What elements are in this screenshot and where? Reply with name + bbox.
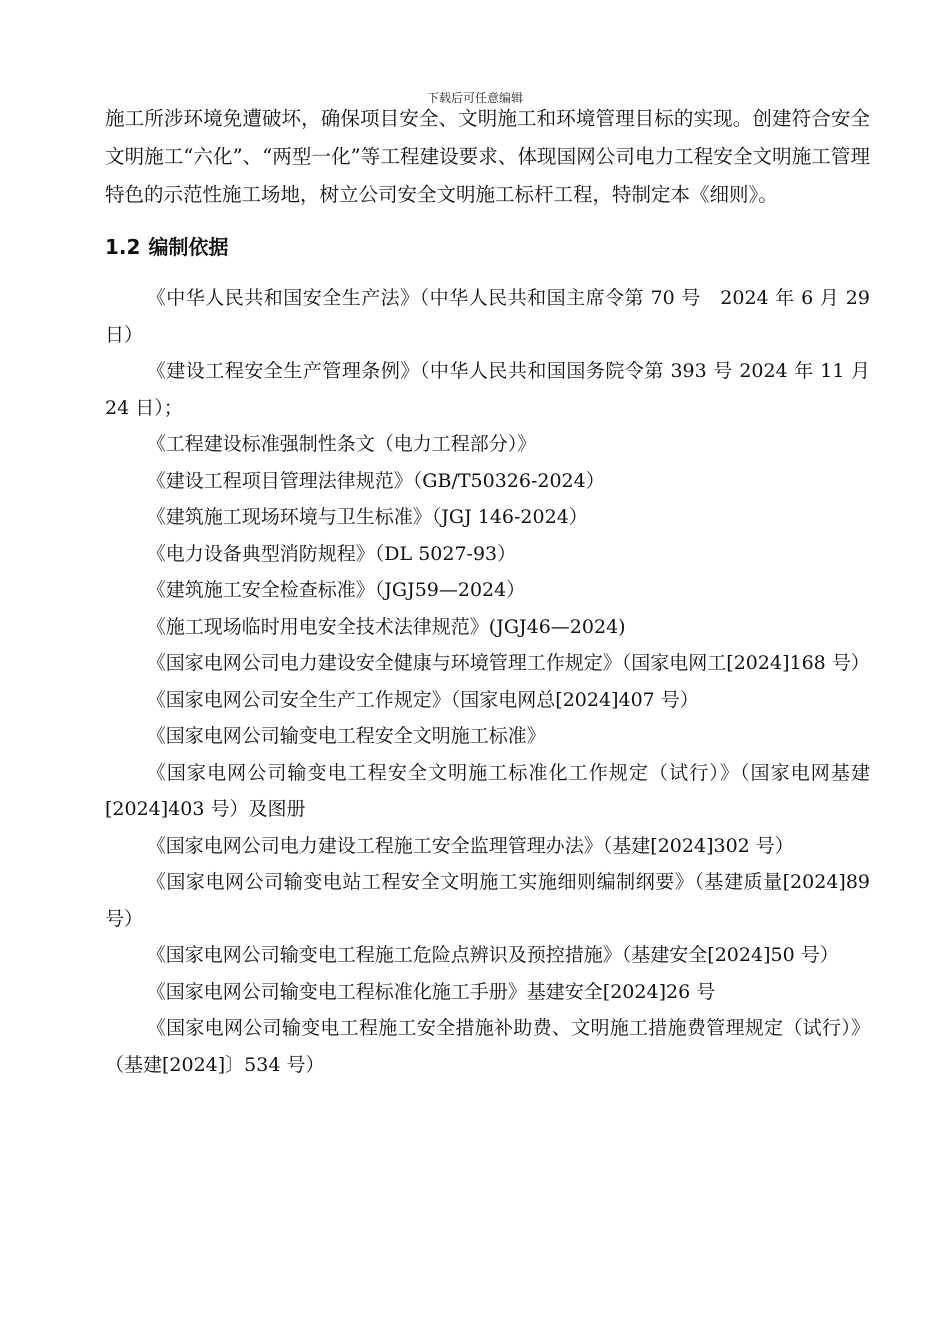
reference-item: 《国家电网公司输变电站工程安全文明施工实施细则编制纲要》（基建质量[2024]89 号） bbox=[105, 871, 870, 930]
section-number: 1.2 bbox=[105, 235, 141, 259]
reference-item: 《建设工程安全生产管理条例》（中华人民共和国国务院令第 393 号 2024 年 11 月 24 日）； bbox=[105, 360, 870, 419]
reference-item: 《国家电网公司安全生产工作规定》（国家电网总[2024]407 号） bbox=[146, 688, 699, 711]
reference-item: 《建设工程项目管理法律规范》（GB/T50326-2024） bbox=[146, 469, 605, 492]
reference-item: 《建筑施工现场环境与卫生标准》（JGJ 146-2024） bbox=[146, 506, 588, 528]
reference-item: 《国家电网公司输变电工程安全文明施工标准化工作规定（试行）》（国家电网基建[2024]403 号）及图册 bbox=[105, 761, 870, 820]
reference-item: 《国家电网公司电力建设工程施工安全监理管理办法》（基建[2024]302 号） bbox=[146, 834, 794, 857]
reference-item: 《建筑施工安全检查标准》（JGJ59—2024） bbox=[146, 579, 526, 601]
reference-item: 《电力设备典型消防规程》（DL 5027-93） bbox=[146, 542, 517, 565]
reference-item: 《国家电网公司电力建设安全健康与环境管理工作规定》（国家电网工[2024]168 号） bbox=[146, 652, 870, 674]
intro-paragraph: 施工所涉环境免遭破坏，确保项目安全、文明施工和环境管理目标的实现。创建符合安全文明施工“六化”、“两型一化”等工程建设要求、体现国网公司电力工程安全文明施工管理特色的示范性施工场地，树立公司安全文明施工标杆工程，特制定本《细则》。 bbox=[105, 107, 870, 206]
reference-item: 《施工现场临时用电安全技术法律规范》(JGJ46—2024) bbox=[146, 615, 626, 638]
reference-list bbox=[105, 280, 870, 1083]
reference-item: 《国家电网公司输变电工程施工危险点辨识及预控措施》（基建安全[2024]50 号） bbox=[146, 944, 839, 966]
reference-item: 《国家电网公司输变电工程施工安全措施补助费、文明施工措施费管理规定（试行）》（基建[2024]〕534 号） bbox=[105, 1017, 870, 1076]
section-heading bbox=[105, 228, 870, 266]
header-note: 下载后可任意编辑 bbox=[426, 91, 523, 105]
reference-item: 《工程建设标准强制性条文（电力工程部分）》 bbox=[146, 433, 537, 455]
section-title: 编制依据 bbox=[148, 235, 229, 259]
document-body bbox=[105, 100, 870, 1083]
reference-item: 《国家电网公司输变电工程安全文明施工标准》 bbox=[146, 725, 546, 747]
reference-item: 《中华人民共和国安全生产法》（中华人民共和国主席令第 70 号 2024 年 6 月 29 日） bbox=[105, 287, 870, 346]
intro-section bbox=[105, 100, 870, 214]
reference-item: 《国家电网公司输变电工程标准化施工手册》基建安全[2024]26 号 bbox=[146, 980, 716, 1003]
